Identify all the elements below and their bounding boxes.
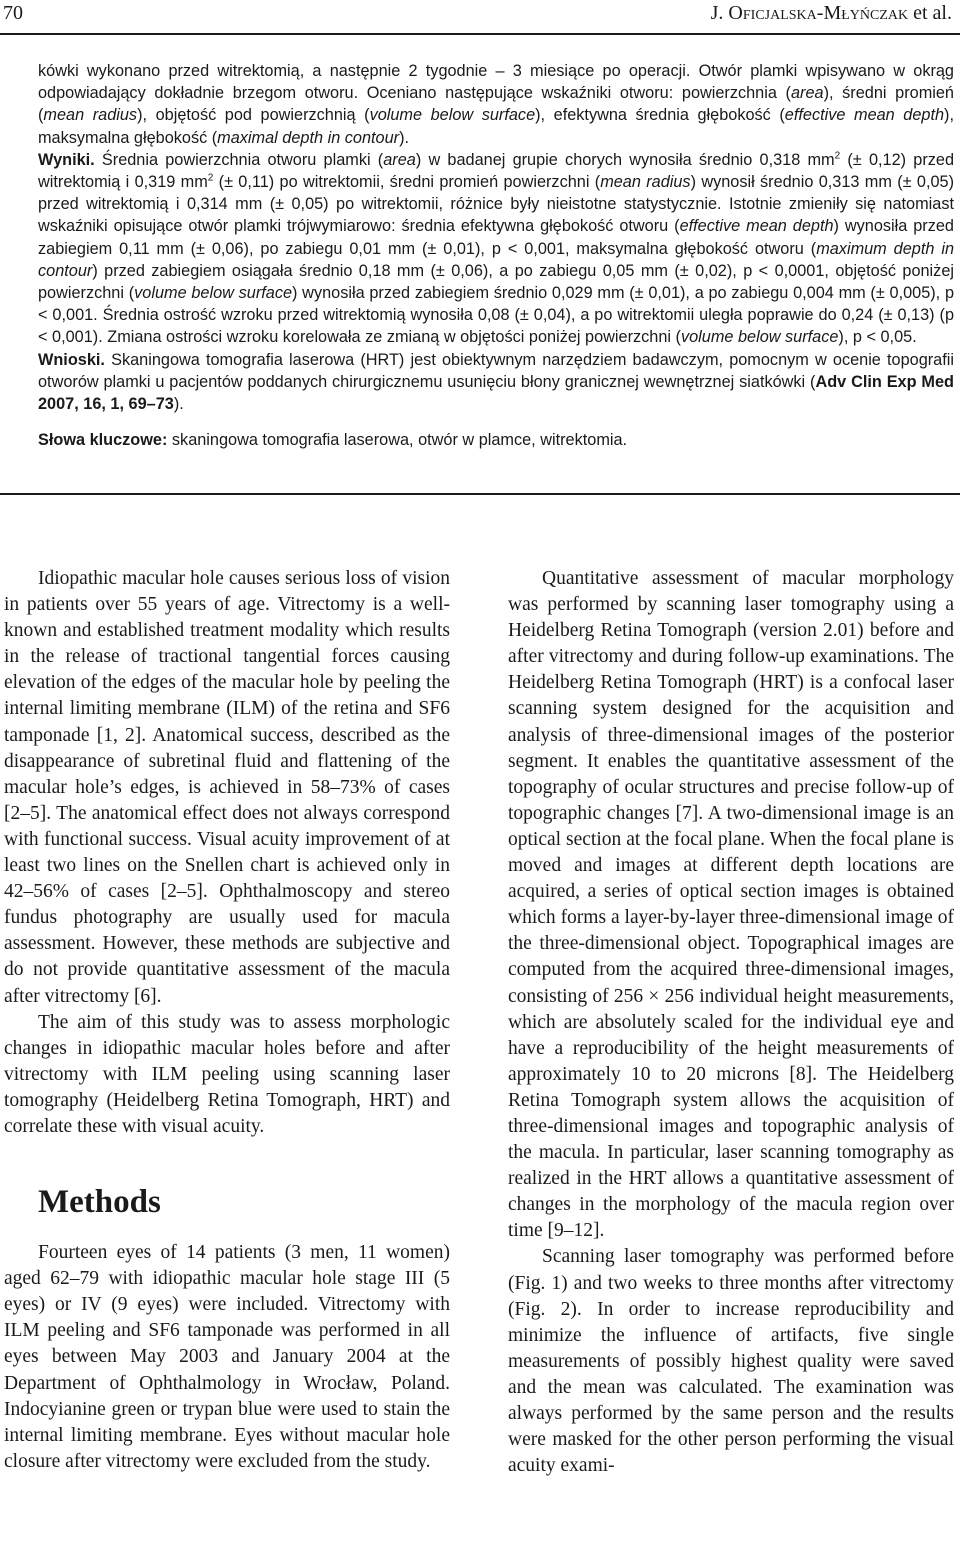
abstract-text: ), objętość pod powierzchnią ( [137,106,370,125]
abstract-text: kówki wykonano przed witrektomią, a następnie 2 tygodnie – 3 miesiące po operacji. Otwór plamki wpisywano w okrąg odpowiadający dokładnie brzegom otworu. Oceniano następujące wskaźniki otworu: powierzchnia ( [38,62,954,103]
methods-paragraph-1: Fourteen eyes of 14 patients (3 men, 11 women) aged 62–79 with idiopathic macular hole stage III (5 eyes) or IV (9 eyes) were included. Vitrectomy with ILM peeling and SF6 tamponade was performed in all eyes between May 2003 and January 2004 at the Department of Ophthalmology in Wrocław, Poland. Indocyianine green or trypan blue were used to stain the internal limiting membrane. Eyes without macular hole closure after vitrectomy were excluded from the study. [4,1242,450,1472]
page-number: 70 [3,2,23,24]
abstract-text: ) wynosiła przed zabiegiem 0,11 mm (± 0,06), po zabiegu 0,01 mm (± 0,01), p < 0,001, maksymalna głębokość otworu ( [38,217,954,258]
abstract-term: area [790,84,824,103]
abstract-term: volume below surface [680,328,839,347]
abstract-text: (± 0,11) po witrektomii, średni promień powierzchni ( [213,173,601,192]
abstract-text: ) w badanej grupie chorych wynosiła średnio 0,318 mm [415,150,835,169]
polish-abstract [38,60,954,451]
running-head-authors-c: -M [816,2,842,24]
abstract-text: ), p < 0,05. [838,328,917,347]
left-column [4,566,450,1475]
superscript: 2 [207,172,214,184]
abstract-text: ) wynosiła przed zabiegiem średnio 0,029 mm (± 0,01), a po zabiegu 0,004 mm (± 0,005), p < 0,001. Średnia ostrość wzroku przed witrektomią wynosiła 0,08 (± 0,04), a po witrektomii uległa poprawie do 0,24 (± 0,13) (p < 0,001). Zmiana ostrości wzroku korelowała ze zmianą w objętości poniżej powierzchni ( [38,284,954,347]
abstract-term: maximum depth in contour [38,239,954,280]
abstract-term: area [383,150,416,169]
page-header [0,0,960,36]
abstract-methods-paragraph [38,60,954,149]
abstract-term: volume below surface [369,106,536,125]
abstract-term: volume below surface [134,284,293,303]
conclusions-label: Wnioski. [38,350,105,369]
running-head-etal: et al. [908,2,952,24]
abstract-text: ), efektywna średnia głębokość ( [535,106,785,125]
intro-paragraph-1: Idiopathic macular hole causes serious loss of vision in patients over 55 years of age. Vitrectomy is a well-known and established treatment modality which results in the release of tractional tangential forces causing elevation of the edges of the macular hole by peeling the internal limiting membrane (ILM) of the retina and SF6 tamponade [1, 2]. Anatomical success, described as the disappearance of subretinal fluid and flattening of the macular hole’s edges, is achieved in 58–73% of cases [2–5]. The anatomical effect does not always correspond with functional success. Visual acuity improvement of at least two lines on the Snellen chart is achieved only in 42–56% of cases [2–5]. Ophthalmoscopy and stereo fundus photography are usually used for macula assessment. However, these methods are subjective and do not provide quantitative assessment of the macula after vitrectomy [6]. [4,568,450,1007]
abstract-text: ) przed zabiegiem osiągała średnio 0,18 mm (± 0,06), a po zabiegu 0,05 mm (± 0,02), p < 0,0001, objętość poniżej powierzchni ( [38,261,954,303]
abstract-text: ), maksymalna głębokość ( [38,106,954,147]
right-column [508,566,954,1479]
keywords-line [38,429,954,451]
abstract-text: ) wynosił średnio 0,313 mm (± 0,05) przed witrektomią i 0,314 mm (± 0,05) po witrektomii, różnice były nieistotne statystycznie. Istotnie zmieniły się natomiast wskaźniki opisujące otwór plamki trójwymiarowo: średnia efektywna głębokość otworu ( [38,173,954,236]
running-head-authors-d: łyńczak [841,2,909,24]
keywords-label: Słowa kluczowe: [38,431,168,450]
running-head-authors-a: J. O [710,2,743,24]
abstract-term: mean radius [600,173,691,192]
superscript: 2 [834,150,841,162]
methods-paragraph-2: Quantitative assessment of macular morphology was performed by scanning laser tomography using a Heidelberg Retina Tomograph (version 2.01) before and after vitrectomy and during follow-up examinations. The Heidelberg Retina Tomograph (HRT) is a confocal laser scanning system designed for the acquisition and analysis of three-dimensional images of the posterior segment. It enables the quantitative assessment of the topography of ocular structures and precise follow-up of topographic changes [7]. A two-dimensional image is an optical section at the focal plane. When the focal plane is moved and images at different depth locations are acquired, a series of optical section images is obtained which forms a layer-by-layer three-dimensional image of the three-dimensional object. Topographical images are computed from the acquired three-dimensional images, consisting of 256 × 256 individual height measurements, which are absolutely scaled for the individual eye and have a reproducibility of the height measurements of approximately 10 to 20 microns [8]. The Heidelberg Retina Tomograph system allows the acquisition of three-dimensional images and topographic analysis of the macula. In particular, laser scanning tomography as realized in the HRT allows a quantitative assessment of changes in the morphology of the macula region over time [9–12]. [508,568,954,1242]
header-rule [0,33,960,35]
intro-paragraph-2: The aim of this study was to assess morphologic changes in idiopathic macular holes before and after vitrectomy with ILM peeling using scanning laser tomography (Heidelberg Retina Tomograph, HRT) and correlate these with visual acuity. [4,1011,450,1137]
running-head-authors-b: ficjalska [742,2,817,24]
abstract-text: ). [399,128,410,147]
abstract-rule [0,493,960,495]
journal-citation: Adv Clin Exp Med 2007, 16, 1, 69–73 [38,372,954,414]
abstract-text: Średnia powierzchnia otworu plamki ( [94,150,384,169]
abstract-results-paragraph [38,149,954,349]
abstract-term: mean radius [43,106,138,125]
abstract-term: effective mean depth [679,217,834,236]
methods-heading: Methods [38,1184,161,1221]
abstract-text: Skaningowa tomografia laserowa (HRT) jest obiektywnym narzędziem badawczym, pomocnym w ocenie topografii otworów plamki u pacjentów poddanych chirurgicznemu usunięciu błony granicznej wewnętrznej siatkówki ( [38,350,954,391]
abstract-text: ). [173,395,184,414]
abstract-term: maximal depth in contour [217,128,400,147]
abstract-text: ), średni promień ( [38,84,954,125]
keywords-text: skaningowa tomografia laserowa, otwór w plamce, witrektomia. [167,431,628,450]
running-head [711,2,952,25]
results-label: Wyniki. [38,150,95,169]
methods-paragraph-3: Scanning laser tomography was performed before (Fig. 1) and two weeks to three months after vitrectomy (Fig. 2). In order to increase reproducibility and minimize the influence of artifacts, five single measurements of possibly highest quality were saved and the mean was calculated. The examination was always performed by the same person and the results were masked for the other person performing the visual acuity exami- [508,1246,954,1477]
abstract-term: effective mean depth [784,106,945,125]
abstract-text: (± 0,12) przed witrektomią i 0,319 mm [38,150,954,192]
abstract-conclusions-paragraph [38,349,954,416]
